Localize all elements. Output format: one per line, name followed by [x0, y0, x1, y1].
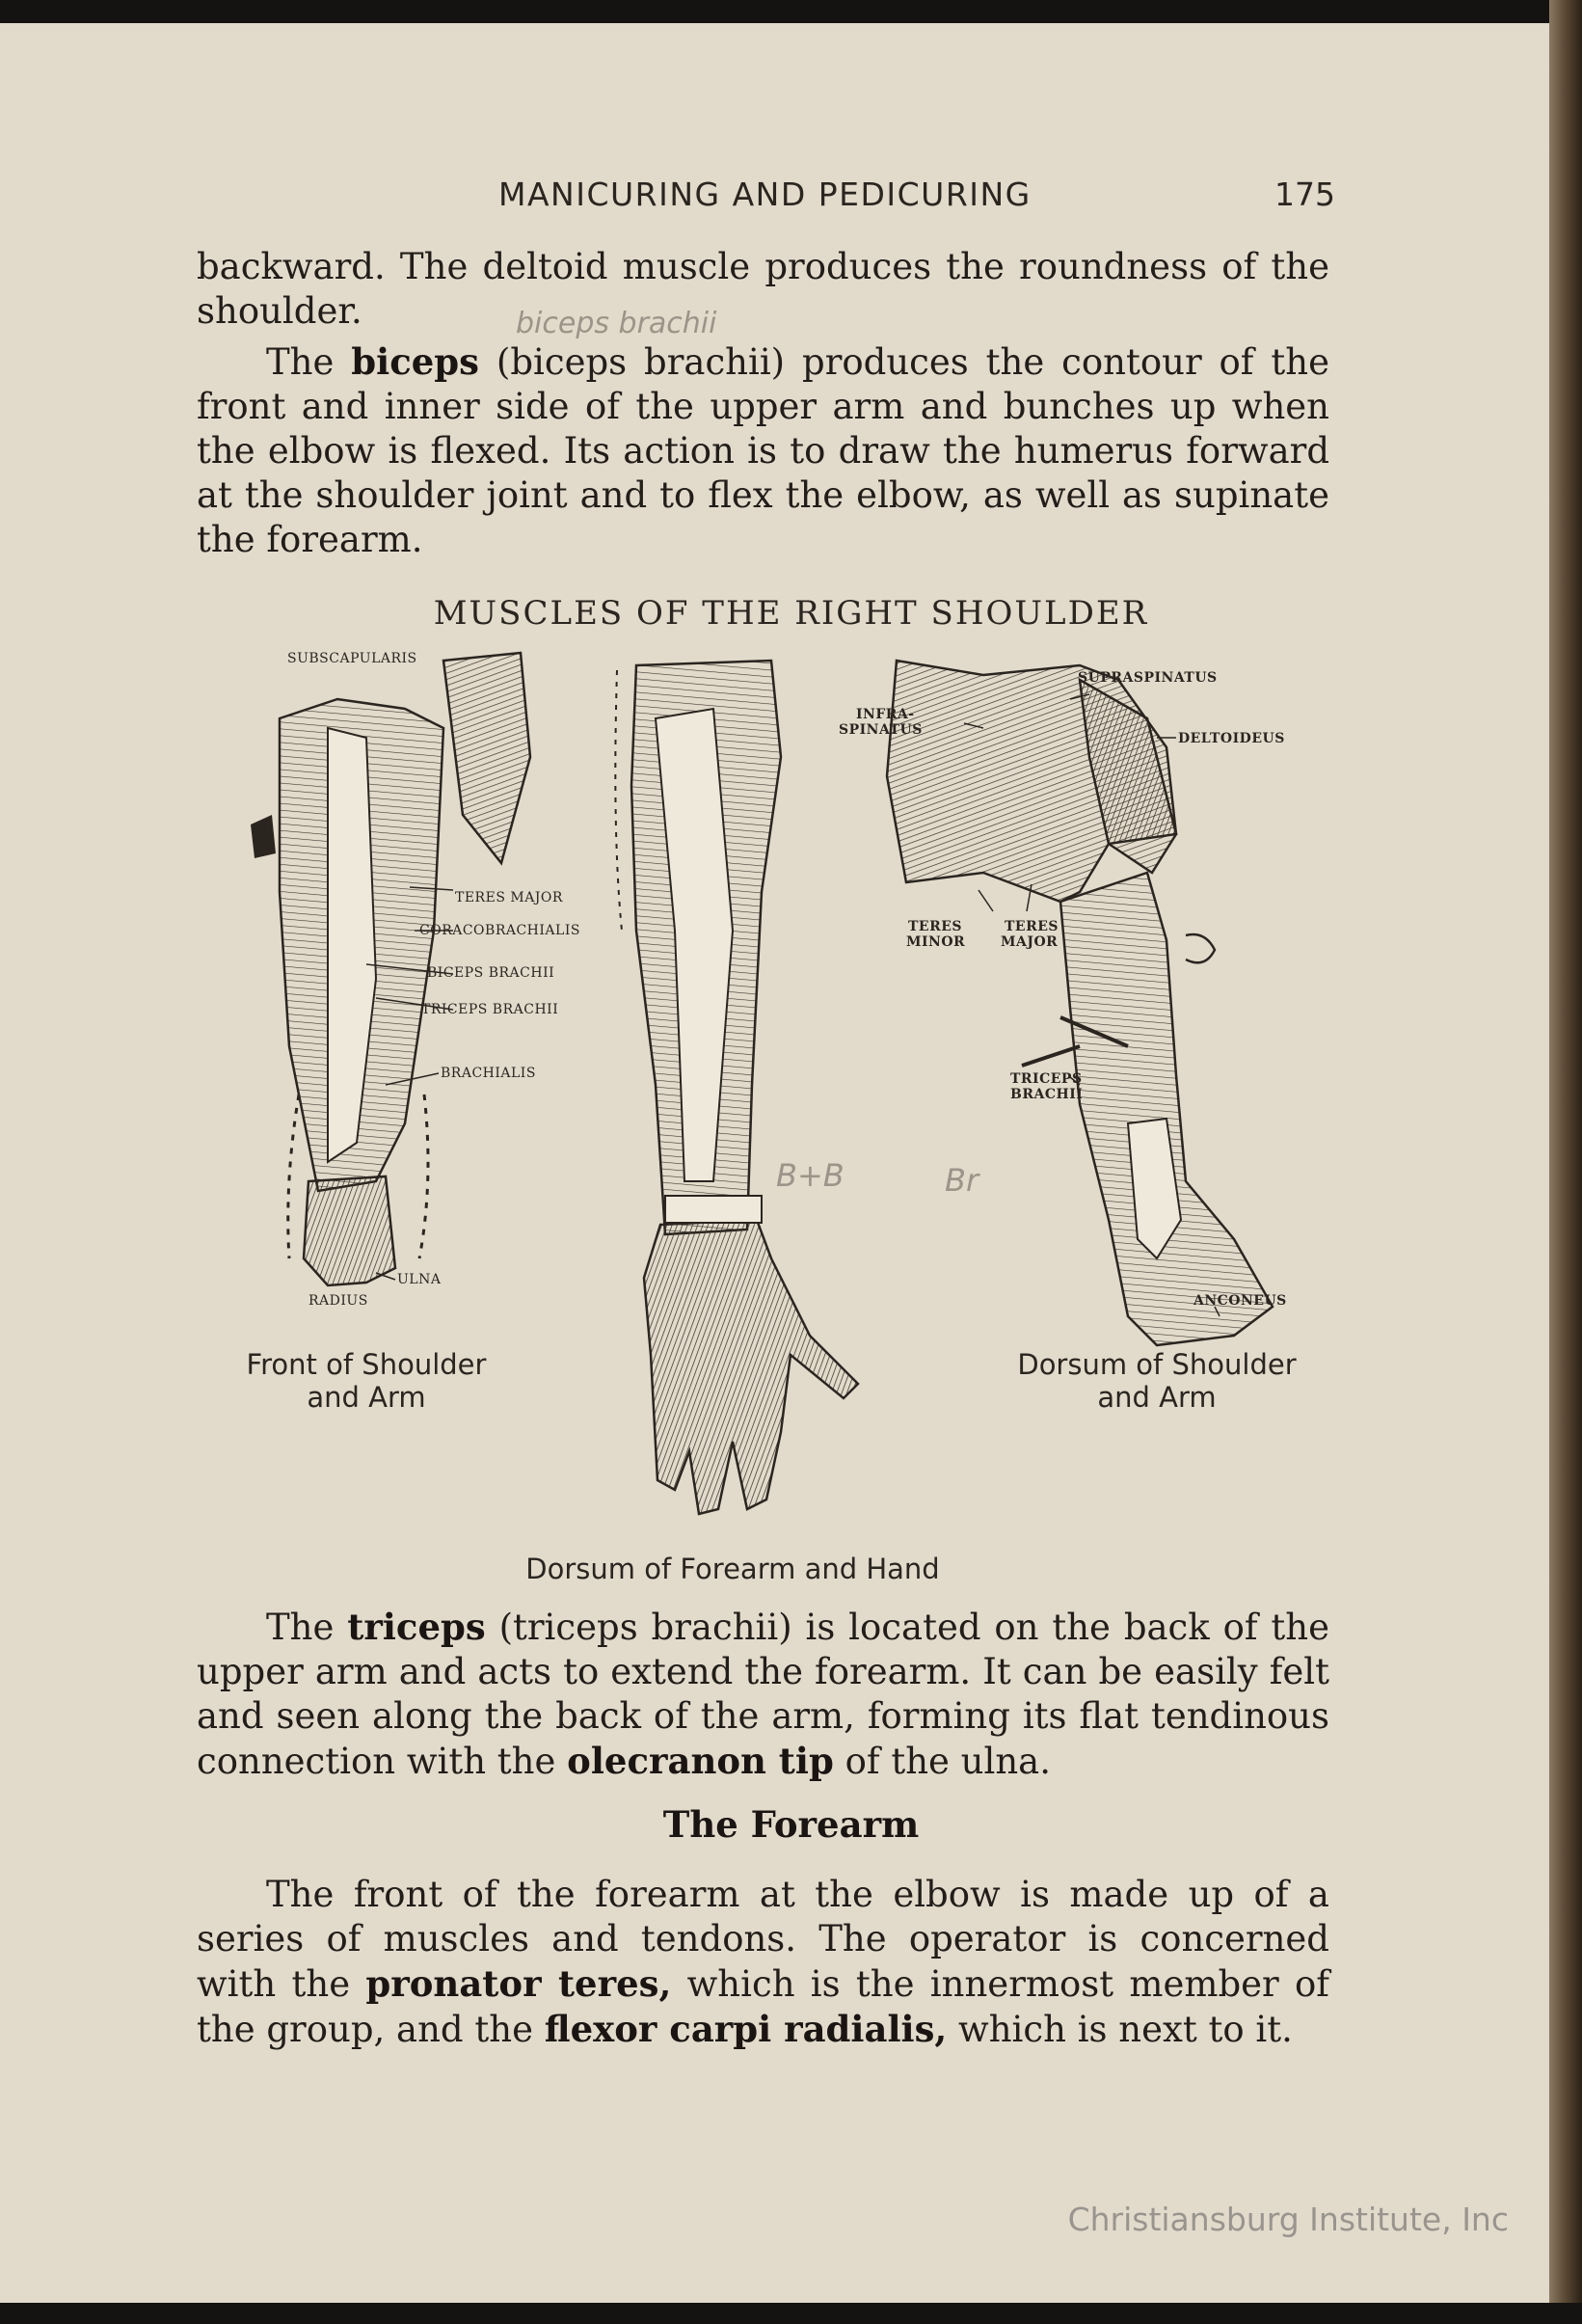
- paragraph-biceps: [197, 339, 1329, 562]
- anatomy-figure: [212, 641, 1321, 1606]
- text-top: [197, 245, 1329, 562]
- label-triceps-brachii: TRICEPS BRACHII: [421, 1002, 559, 1017]
- term-flexor-carpi-radialis: flexor carpi radialis,: [544, 2008, 948, 2050]
- page-number: 175: [1274, 176, 1335, 213]
- caption-forearm-hand: Dorsum of Forearm and Hand: [525, 1553, 940, 1585]
- label-deltoideus: DELTOIDEUS: [1178, 731, 1285, 746]
- section-heading: The Forearm: [662, 1803, 920, 1846]
- term-biceps: biceps: [351, 340, 479, 383]
- label-ulna: ULNA: [397, 1272, 442, 1287]
- label-infraspinatus-1: INFRA-: [856, 707, 915, 722]
- label-brachialis: BRACHIALIS: [441, 1066, 536, 1081]
- label-teres-major-right-1: TERES: [1005, 919, 1059, 934]
- label-triceps-right-2: BRACHII: [1010, 1087, 1084, 1102]
- caption-line: Dorsum of Shoulder: [1017, 1348, 1297, 1381]
- figure-title: MUSCLES OF THE RIGHT SHOULDER: [433, 594, 1149, 633]
- paragraph-text: which is next to it.: [947, 2009, 1293, 2050]
- paragraph-deltoid: backward. The deltoid muscle produces the roundness of the shoulder.: [197, 246, 1329, 332]
- paragraph-text: (triceps brachii) is located on the back of the upper arm and acts to extend the forearm. It can be easily felt and seen along the back of the arm, forming its flat tendinous connection with the: [197, 1607, 1329, 1782]
- paragraph-text: The: [266, 341, 352, 383]
- page-edge-bottom: [0, 2303, 1582, 2324]
- paragraph-forearm: [197, 1873, 1329, 2052]
- forearm-hand-drawing: [615, 661, 858, 1514]
- running-head: [198, 176, 1335, 224]
- page-edge-top: [0, 0, 1582, 23]
- label-coracobrachialis: CORACOBRACHIALIS: [419, 923, 580, 938]
- label-subscapularis: SUBSCAPULARIS: [287, 651, 417, 666]
- text-forearm: [197, 1873, 1329, 2052]
- label-teres-minor-1: TERES: [908, 919, 963, 934]
- watermark: Christiansburg Institute, Inc: [1067, 2201, 1509, 2238]
- handwritten-mark: Br: [945, 1162, 979, 1199]
- book-spine: [1549, 0, 1582, 2324]
- term-olecranon: olecranon tip: [567, 1740, 834, 1782]
- label-triceps-right-1: TRICEPS: [1010, 1071, 1083, 1087]
- label-teres-major: TERES MAJOR: [455, 890, 563, 905]
- caption-line: and Arm: [1097, 1381, 1217, 1414]
- text-triceps: [197, 1605, 1329, 1784]
- label-biceps-brachii: BICEPS BRACHII: [427, 965, 555, 981]
- paragraph-text: which is the innermost member of the group, and the: [197, 1963, 1329, 2050]
- caption-line: Front of Shoulder: [246, 1348, 487, 1381]
- caption-dorsum-shoulder: [998, 1348, 1316, 1414]
- label-anconeus: ANCONEUS: [1193, 1293, 1287, 1309]
- term-pronator-teres: pronator teres,: [365, 1962, 672, 2005]
- paragraph-text: The front of the forearm at the elbow is made up of a series of muscles and tendons. The operator is concerned with the: [197, 1874, 1329, 2005]
- handwritten-mark: B+B: [776, 1157, 845, 1194]
- paragraph-triceps: [197, 1605, 1329, 1784]
- handwritten-note: biceps brachii: [516, 307, 717, 340]
- label-infraspinatus-2: SPINATUS: [839, 722, 923, 738]
- paragraph-text: of the ulna.: [833, 1741, 1051, 1782]
- anatomy-illustration: [212, 641, 1321, 1606]
- paragraph-text: (biceps brachii) produces the contour of the front and inner side of the upper arm and bunches up when the elbow is flexed. Its action is to draw the humerus forward at the shoulder joint and to flex the elbow, as well as supinate the forearm.: [197, 341, 1329, 560]
- paragraph-text: The: [266, 1607, 348, 1648]
- label-teres-minor-2: MINOR: [906, 934, 966, 950]
- caption-front-shoulder: [222, 1348, 511, 1414]
- term-triceps: triceps: [347, 1606, 486, 1648]
- label-radius: RADIUS: [308, 1293, 368, 1309]
- caption-line: and Arm: [307, 1381, 426, 1414]
- running-title: MANICURING AND PEDICURING: [498, 176, 1032, 213]
- label-supraspinatus: SUPRASPINATUS: [1078, 670, 1218, 686]
- label-teres-major-right-2: MAJOR: [1001, 934, 1059, 950]
